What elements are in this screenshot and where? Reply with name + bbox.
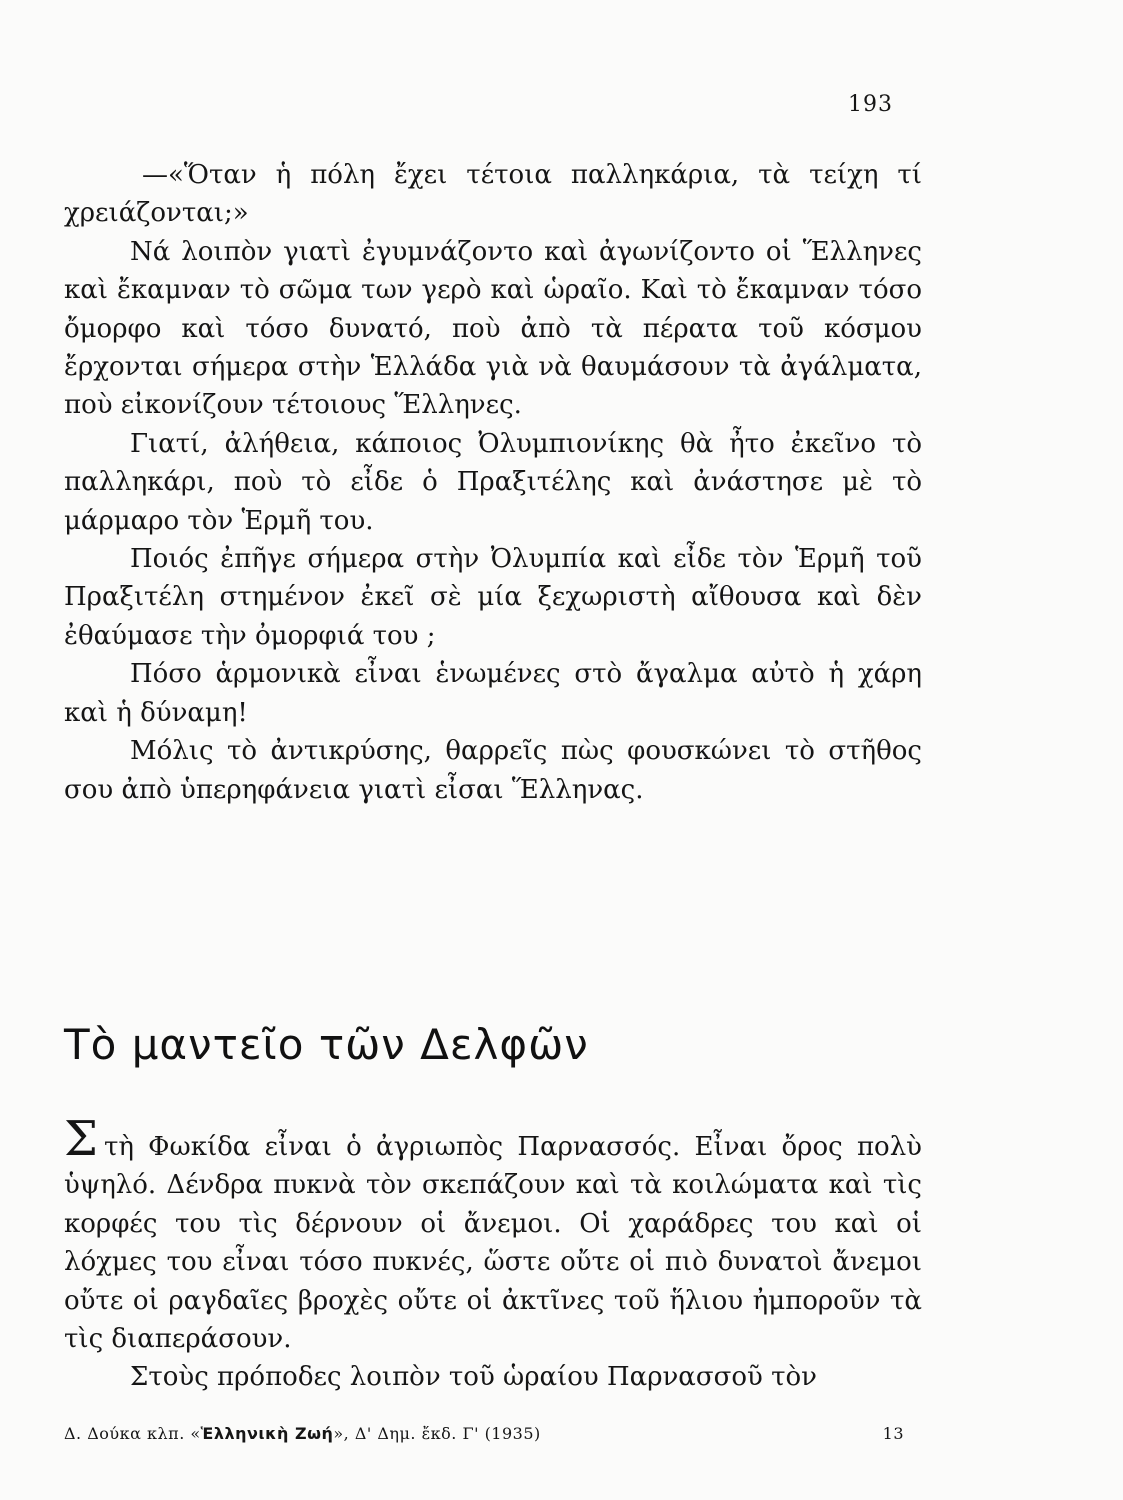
paragraph — [64, 1111, 922, 1358]
drop-cap: Σ — [64, 1111, 98, 1167]
paragraph: Γιατί, ἀλήθεια, κάποιος Ὀλυμπιονίκης θὰ ἦτο ἐκεῖνο τὸ παλληκάρι, ποὺ τὸ εἶδε ὁ Πραξιτέλης καὶ ἀνάστησε μὲ τὸ μάρμαρο τὸν Ἑρμῆ του. — [64, 428, 922, 536]
lower-text-block — [64, 1111, 922, 1397]
paragraph-text: τὴ Φωκίδα εἶναι ὁ ἀγριωπὸς Παρνασσός. Εἶναι ὄρος πολὺ ὑψηλό. Δένδρα πυκνὰ τὸν σκεπάζουν καὶ τὰ κοιλώματα καὶ τὶς κορφές του τὶς δέρνουν οἱ ἄνεμοι. Οἱ χαράδρες του καὶ οἱ λόχμες του εἶναι τόσο πυκνές, ὥστε οὔτε οἱ πιὸ δυνατοὶ ἄνεμοι οὔτε οἱ ραγδαῖες βροχὲς οὔτε οἱ ἀκτῖνες τοῦ ἥλιου ἠμποροῦν τὰ τὶς διαπεράσουν. — [64, 1132, 922, 1355]
publication-suffix: », Δ' Δημ. ἔκδ. Γ' (1935) — [333, 1424, 541, 1443]
footer — [64, 1424, 904, 1443]
paragraph: —«Ὅταν ἡ πόλη ἔχει τέτοια παλληκάρια, τὰ τείχη τί χρειάζονται;» — [64, 160, 922, 229]
sheet-number: 13 — [882, 1424, 904, 1443]
paragraph: Νά λοιπὸν γιατὶ ἐγυμνάζοντο καὶ ἀγωνίζοντο οἱ Ἕλληνες καὶ ἔκαμναν τὸ σῶμα των γερὸ καὶ ὡραῖο. Καὶ τὸ ἔκαμναν τόσο ὄμορφο καὶ τόσο δυνατό, ποὺ ἀπὸ τὰ πέρατα τοῦ κόσμου ἔρχονται σήμερα στὴν Ἑλλάδα γιὰ νὰ θαυμάσουν τὰ ἀγάλματα, ποὺ εἰκονίζουν τέτοιους Ἕλληνες. — [64, 236, 922, 421]
paragraph: Μόλις τὸ ἀντικρύσης, θαρρεῖς πὼς φουσκώνει τὸ στῆθος σου ἀπὸ ὑπερηφάνεια γιατὶ εἶσαι Ἕλληνας. — [64, 736, 922, 805]
publication-prefix: Δ. Δούκα κλπ. « — [64, 1424, 201, 1443]
section-title: Τὸ μαντεῖο τῶν Δελφῶν — [64, 1020, 589, 1069]
paragraph: Πόσο ἁρμονικὰ εἶναι ἑνωμένες στὸ ἄγαλμα αὐτὸ ἡ χάρη καὶ ἡ δύναμη! — [64, 659, 922, 728]
page-number: 193 — [848, 92, 893, 117]
paragraph: Ποιός ἐπῆγε σήμερα στὴν Ὀλυμπία καὶ εἶδε τὸν Ἑρμῆ τοῦ Πραξιτέλη στημένον ἐκεῖ σὲ μία ξεχωριστὴ αἴθουσα καὶ δὲν ἐθαύμασε τὴν ὀμορφιά του ; — [64, 544, 922, 651]
publication-info — [64, 1424, 541, 1443]
publication-title: Ἑλληνικὴ Ζωή — [200, 1424, 334, 1443]
paragraph: Στοὺς πρόποδες λοιπὸν τοῦ ὡραίου Παρνασσοῦ τὸν — [130, 1362, 817, 1393]
upper-text-block — [64, 156, 922, 809]
